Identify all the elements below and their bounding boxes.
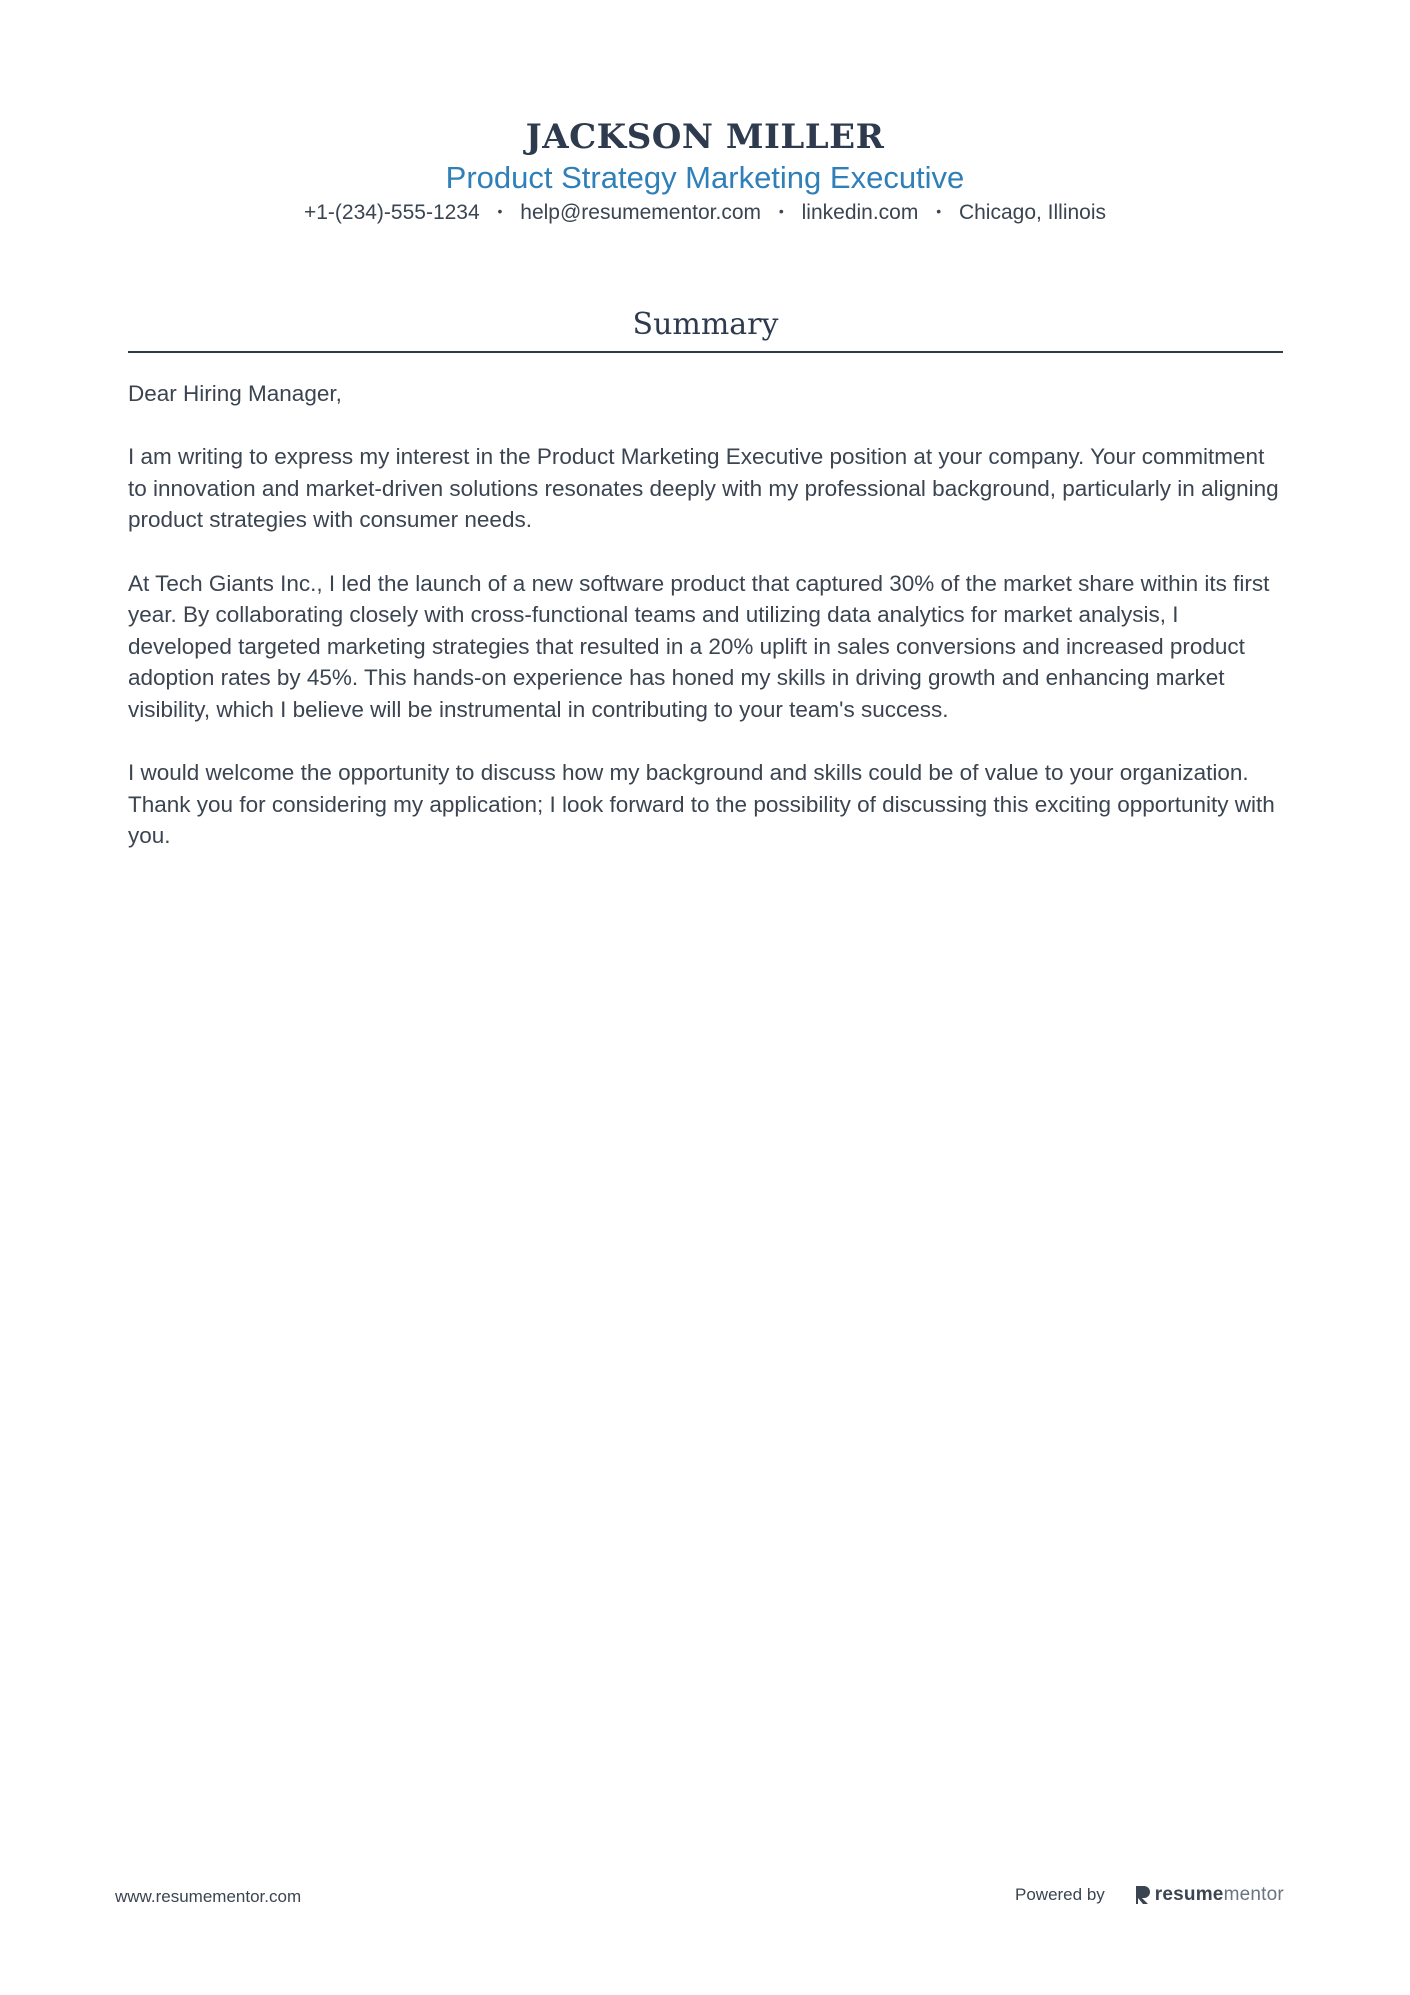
powered-by-label: Powered by xyxy=(1015,1885,1105,1904)
letter-paragraph: I am writing to express my interest in the Product Marketing Executive position at your company. Your commitment to innovation and market-driven solutions resonates deeply with my professional background, particularly in aligning product strategies with consumer needs. xyxy=(128,444,1279,533)
separator-dot: • xyxy=(936,203,942,220)
contact-phone: +1-(234)-555-1234 xyxy=(303,201,480,224)
section-divider xyxy=(128,351,1283,353)
candidate-role: Product Strategy Marketing Executive xyxy=(445,160,965,195)
contact-location: Chicago, Illinois xyxy=(958,201,1107,224)
footer-website[interactable]: www.resumementor.com xyxy=(115,1887,302,1906)
logo-text-bold: resume xyxy=(1154,1884,1224,1905)
letter-body xyxy=(128,378,1288,884)
contact-line xyxy=(0,199,1410,227)
contact-linkedin[interactable]: linkedin.com xyxy=(801,201,919,224)
letter-paragraph: At Tech Giants Inc., I led the launch of a new software product that captured 30% of the market share within its first year. By collaborating closely with cross-functional teams and utilizing data analytics for market analysis, I developed targeted marketing strategies that resulted in a 20% uplift in sales conversions and increased product adoption rates by 45%. This hands-on experience has honed my skills in driving growth and enhancing market visibility, which I believe will be instrumental in contributing to your team's success. xyxy=(128,570,1270,722)
letter-greeting: Dear Hiring Manager, xyxy=(128,381,342,406)
resumementor-logo[interactable] xyxy=(1135,1884,1284,1906)
logo-wordmark xyxy=(1155,1884,1284,1906)
resumementor-logo-icon xyxy=(1135,1885,1151,1905)
separator-dot: • xyxy=(497,203,503,220)
separator-dot: • xyxy=(778,203,784,220)
candidate-name: JACKSON MILLER xyxy=(525,117,885,157)
section-title-summary: Summary xyxy=(632,307,779,342)
footer-branding xyxy=(1015,1880,1284,1910)
logo-text-light: mentor xyxy=(1223,1884,1284,1905)
letter-paragraph: I would welcome the opportunity to discuss how my background and skills could be of value to your organization. Thank you for considering my application; I look forward to the possibility of discussing this exciting opportunity with you. xyxy=(128,760,1275,849)
contact-email[interactable]: help@resumementor.com xyxy=(520,201,762,224)
header xyxy=(0,117,1410,227)
